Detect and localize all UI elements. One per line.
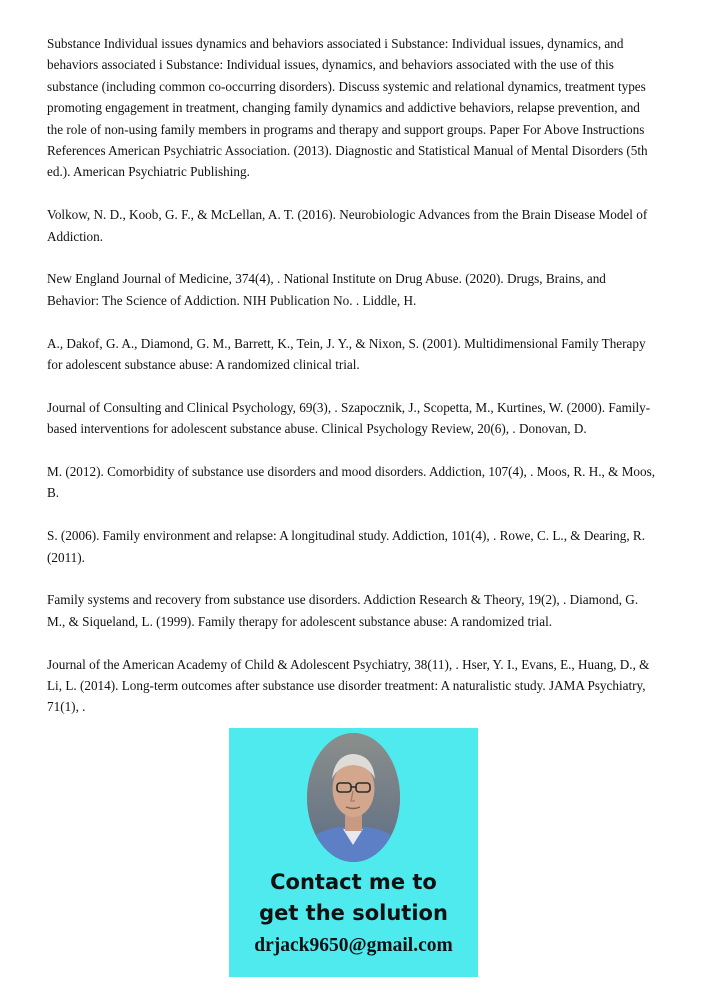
paragraph: New England Journal of Medicine, 374(4), . National Institute on Drug Abuse. (2020). Drugs, Brains, and Behavior: The Science of Addiction. NIH Publication No. . Liddle, H.: [47, 271, 606, 308]
paragraph: S. (2006). Family environment and relapse: A longitudinal study. Addiction, 101(4), . Rowe, C. L., & Dearing, R. (2011).: [47, 528, 646, 565]
paragraph: Family systems and recovery from substance use disorders. Addiction Research & Theory, 19(2), . Diamond, G. M., & Siqueland, L. (1999). Family therapy for adolescent substance abuse: A randomized trial.: [47, 592, 639, 629]
document-body: [47, 33, 657, 739]
paragraph: Journal of the American Academy of Child & Adolescent Psychiatry, 38(11), . Hser, Y. I., Evans, E., Huang, D., & Li, L. (2014). Long-term outcomes after substance use disorder treatment: A naturalistic study. JAMA Psychiatry, 71(1), .: [47, 656, 650, 715]
paragraph: Volkow, N. D., Koob, G. F., & McLellan, A. T. (2016). Neurobiologic Advances from the Brain Disease Model of Addiction.: [47, 207, 648, 244]
contact-email-link[interactable]: drjack9650@gmail.com: [254, 935, 453, 956]
promo-headline-line1: Contact me to: [270, 870, 437, 894]
paragraph: A., Dakof, G. A., Diamond, G. M., Barrett, K., Tein, J. Y., & Nixon, S. (2001). Multidimensional Family Therapy for adolescent substance abuse: A randomized clinical trial.: [47, 335, 646, 373]
paragraph: Substance Individual issues dynamics and behaviors associated i Substance: Individual issues, dynamics, and behaviors associated i Substance: Individual issues, dynamics, and behaviors associated with the use of this substance (including common co-occurring disorders). Discuss systemic and relational dynamics, treatment types promoting engagement in treatment, changing family dynamics and addictive behaviors, relapse prevention, and the role of non-using family members in programs and therapy and support groups. Paper For Above Instructions References American Psychiatric Association. (2013). Diagnostic and Statistical Manual of Mental Disorders (5th ed.). American Psychiatric Publishing.: [47, 36, 648, 180]
person-photo-icon: [307, 733, 400, 862]
contact-promo-overlay[interactable]: [229, 728, 478, 977]
promo-headline-line2: get the solution: [259, 901, 448, 925]
paragraph: M. (2012). Comorbidity of substance use disorders and mood disorders. Addiction, 107(4), . Moos, R. H., & Moos, B.: [47, 464, 656, 501]
paragraph: Journal of Consulting and Clinical Psychology, 69(3), . Szapocznik, J., Scopetta, M., Kurtines, W. (2000). Family-based interventions for adolescent substance abuse. Clinical Psychology Review, 20(6), . Donovan, D.: [47, 399, 651, 437]
